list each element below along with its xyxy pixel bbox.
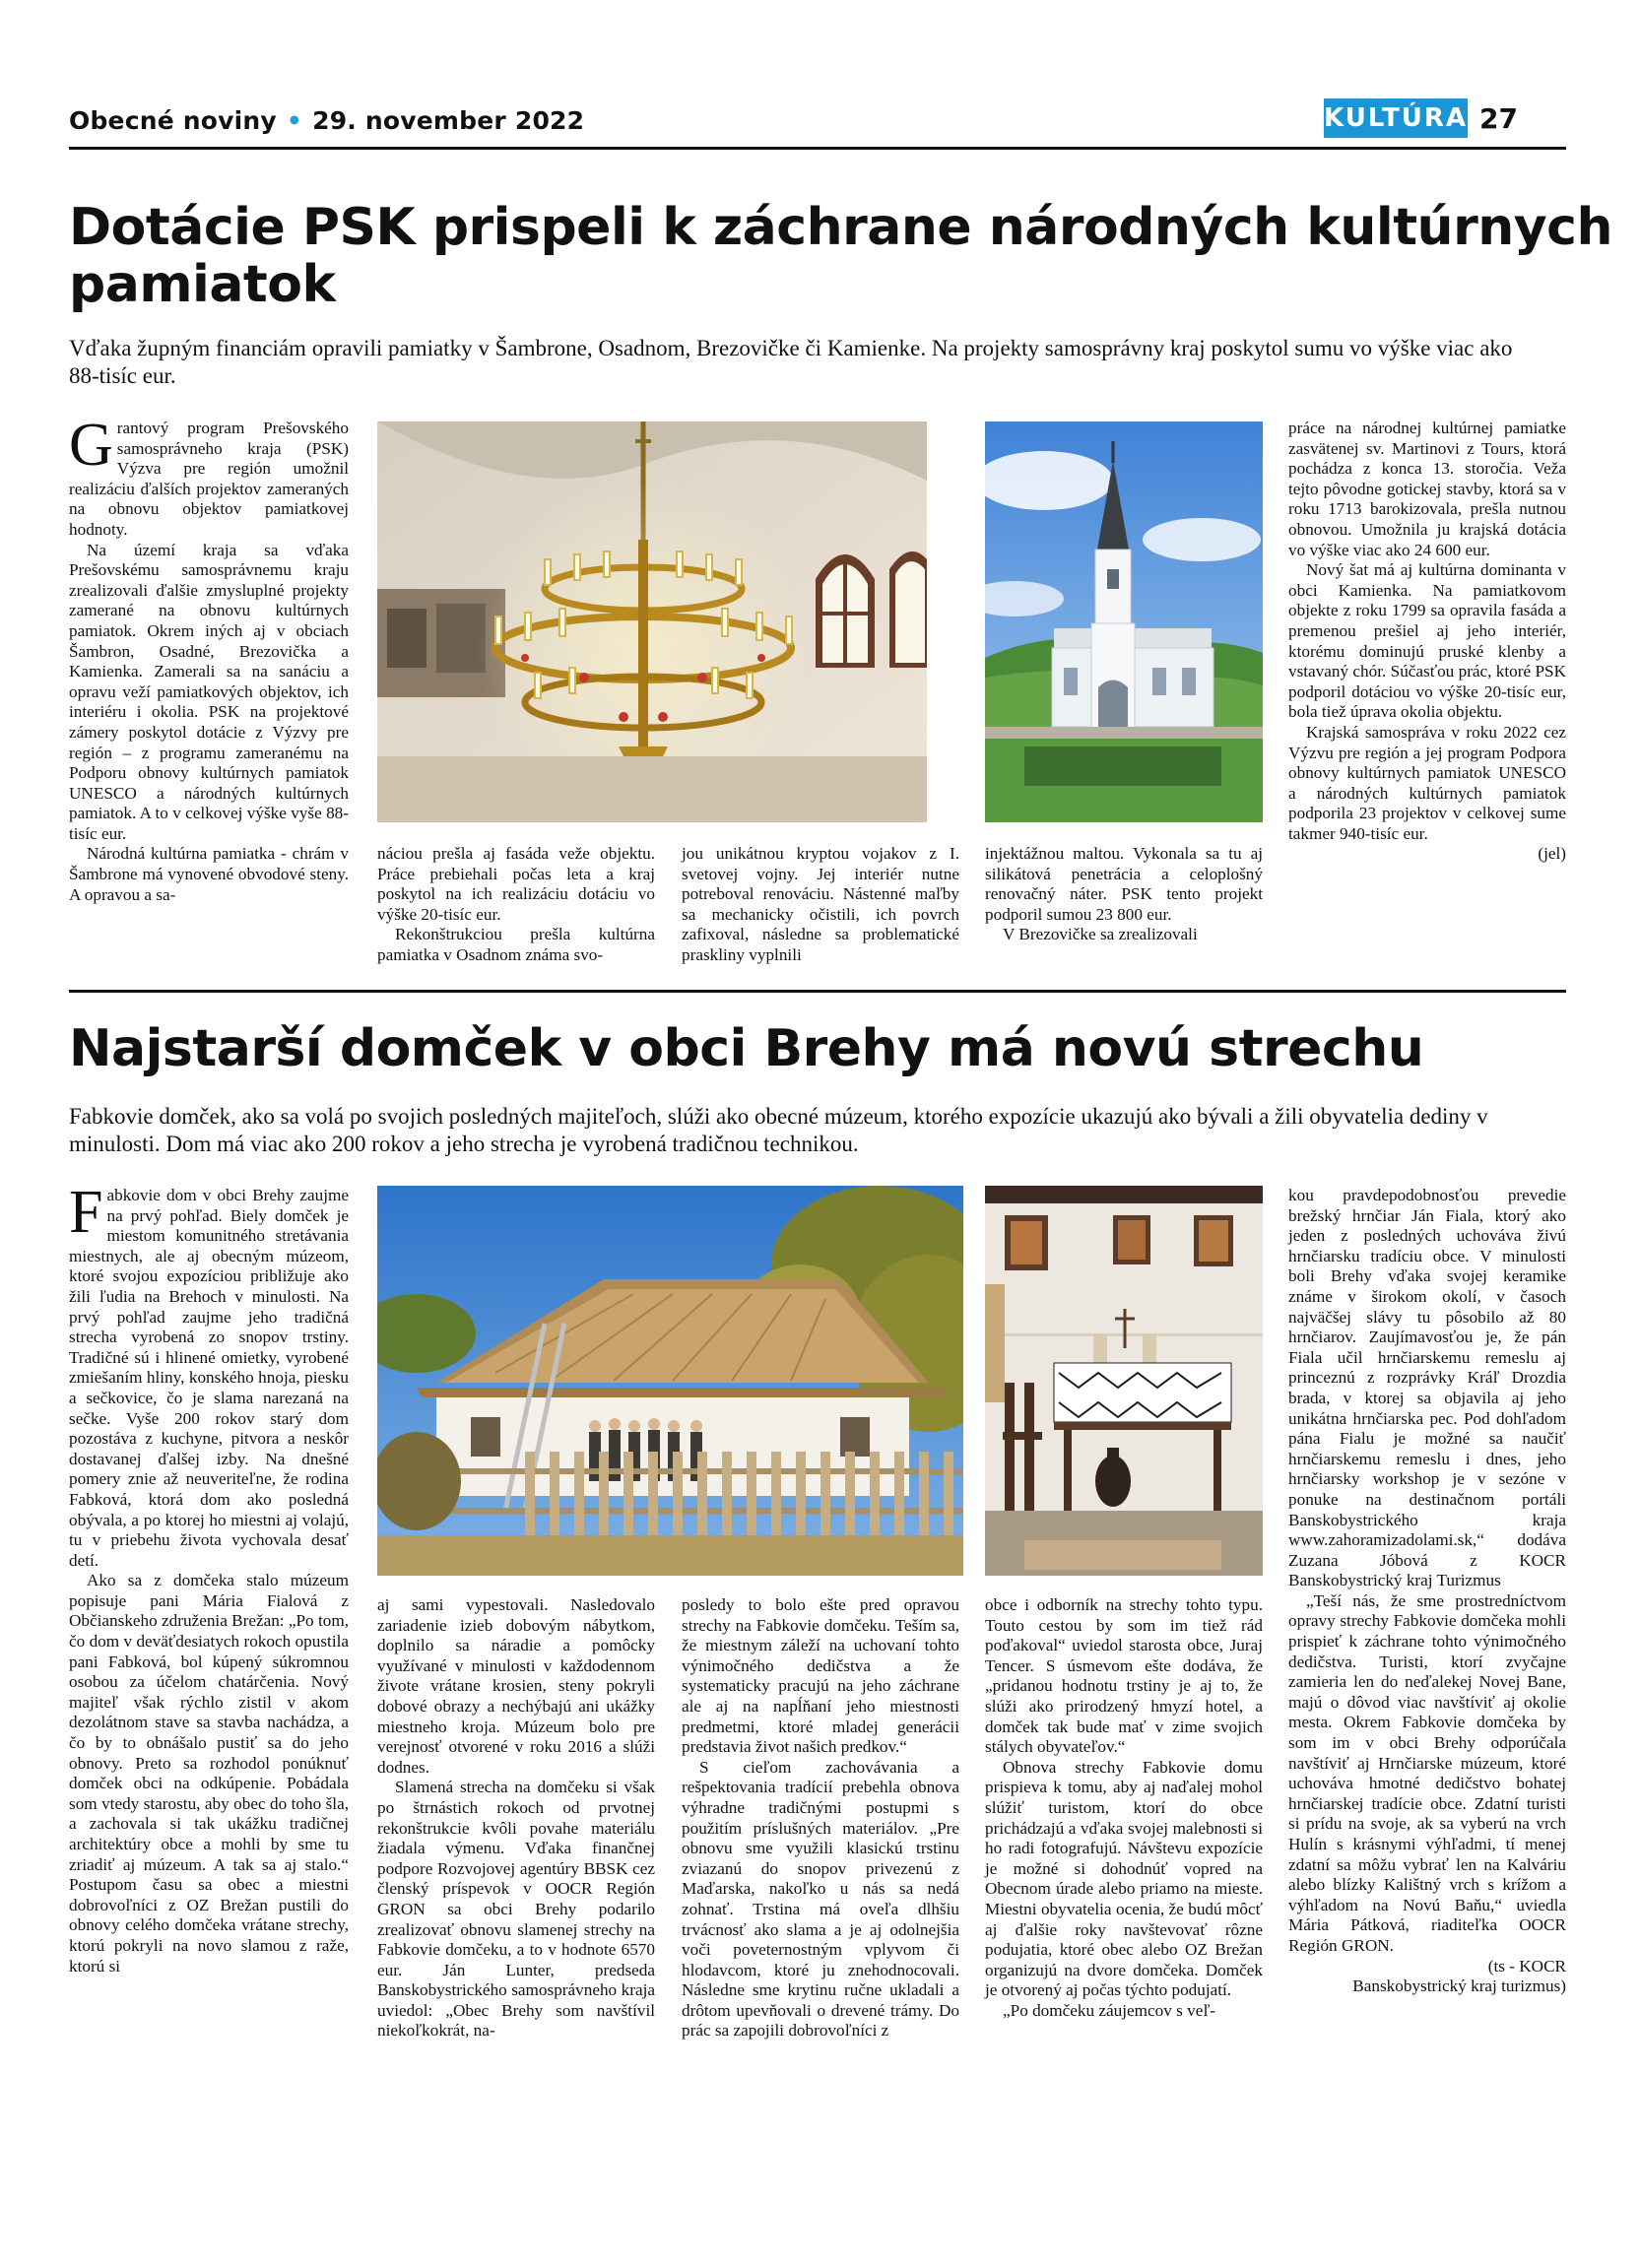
paragraph: jou unikátnou kryptou vojakov z I. svetovej vojny. Jej interiér nutne potreboval renováciu. Nástenné maľby sa mechanicky očistili, ich povrch zafixoval, následne sa problematické praskliny vyplnili: [682, 844, 959, 964]
article2-headline: Najstarší domček v obci Brehy má novú strechu: [69, 1019, 1424, 1078]
paragraph: Rekonštrukciou prešla kultúrna pamiatka v Osadnom známa svo-: [377, 925, 655, 964]
article1-headline: [69, 199, 1612, 313]
running-header: [69, 106, 584, 135]
paragraph: „Po domčeku záujemcov s veľ-: [1003, 2000, 1216, 2020]
paragraph: Ako sa z domčeka stalo múzeum popisuje pani Mária Fialová z Občianskeho združenia Brežan: „Po tom, čo dom v deväťdesiatych rokoch opustila pani Fabková, bol kúpený súkromnou osobou za účelom chatárčenia. Nový majiteľ však rýchlo zistil v akom dezolátnom stave sa stavba nachádza, a čo by to obnášalo pustiť sa do jeho obnovy. Preto sa rozhodol ponúknuť domček obci na odkúpenie. Pobádala som vtedy starostu, aby obec do toho šla, a zachovala si tak ukážku tradičnej architektúry obce a mohli by sme tu zriadiť aj múzeum. A tak sa aj stalo.“ Postupom času sa obec a miestni dobrovoľníci z OZ Brežan pustili do obnovy celého domčeka vrátane strechy, ktorú pokryli na novo slamou z raže, ktorú si: [69, 1571, 349, 1976]
drop-cap: F: [69, 1179, 103, 1246]
paper-name: Obecné noviny: [69, 106, 277, 135]
article1-column-3: [682, 844, 959, 966]
paragraph: Krajská samospráva v roku 2022 cez Výzvu pre región a jej program Podpora obnovy kultúrnych pamiatok UNESCO a národných kultúrnych pamiatok podporila 23 projektov v celkovej sume takmer 940-tisíc eur.: [1288, 722, 1566, 843]
paragraph: Slamená strecha na domčeku si však po štrnástich rokoch od prvotnej rekonštrukcie kvôli povahe materiálu žiadala výmenu. Vďaka finančnej podpore Rozvojovej agentúry BBSK cez členský príspevok v OOCR Región GRON sa obci Brehy podarilo zrealizovať obnovu slamenej strechy na Fabkovie domčeku, a to v hodnote 6570 eur. Ján Lunter, predseda Banskobystrického samosprávneho kraja uviedol: „Obec Brehy som navštívil niekoľkokrát, na-: [377, 1778, 655, 2041]
header-rule: [69, 147, 1566, 150]
article1-column-5: [1288, 419, 1566, 865]
headline-line: Dotácie PSK prispeli k záchrane národných kultúrnych: [69, 198, 1612, 257]
article2-column-3: [682, 1595, 959, 2041]
paragraph: Na území kraja sa vďaka Prešovskému samosprávnemu kraju zrealizovali ďalšie zmysluplné projekty zamerané na obnovu kultúrnych pamiatok. Okrem iných aj v obciach Šambron, Osadné, Brezovička a Kamienka. Zamerali sa na sanáciu a opravu veží pamiatkových objektov, ich interiéru i okolia. PSK na projektové zámery poskytol dotácie z Výzvy pre región – z programu zameranému na Podporu obnovy kultúrnych pamiatok UNESCO a národných kultúrnych pamiatok. A to v celkovej výške vyše 88-tisíc eur.: [69, 540, 349, 843]
paragraph: „Teší nás, že sme prostredníctvom opravy strechy Fabkovie domčeka mohli prispieť k záchrane tohto výnimočného dedičstva. Turisti, ktorí zvyčajne zamieria len do neďalekej Novej Bane, majú o dôvod viac navštíviť aj okolie mesta. Okrem Fabkovie domčeka by som im v obci Brehy odporúčala navštíviť aj Hrnčiarske múzeum, ktoré uchováva hmotné dedičstvo bohatej hrnčiarskej tradície obce. Zdatní turisti si prídu na svoje, ak sa vyberú na vrch Hulín s krásnymi výhľadmi, tí menej zdatní sa môžu vybrať len na Kalváriu alebo blízky Kalištný vrch s krížom a výhľadom na Novú Baňu,“ uviedla Mária Pátková, riaditeľka OOCR Región GRON.: [1288, 1590, 1566, 1955]
article1-column-4: [985, 844, 1263, 945]
paragraph: posledy to bolo ešte pred opravou strechy na Fabkovie domčeku. Teším sa, že miestnym záleží na uchovaní tohto výnimočného dedičstva a že systematicky pracujú na jeho záchrane ale aj na napĺňaní jeho miestnosti predmetmi, ktoré mladej generácii predstavia život našich predkov.“: [682, 1595, 959, 1757]
headline-line: pamiatok: [69, 255, 336, 314]
paragraph: V Brezovičke sa zrealizovali: [1003, 925, 1198, 944]
paragraph: aj sami vypestovali. Nasledovalo zariadenie izieb dobovým nábytkom, doplnilo sa náradie a pomôcky využívané v minulosti v každodennom živote vrátane krosien, steny pokryli dobové obrazy a nechýbajú ani ukážky miestneho kroja. Múzeum bolo pre verejnosť otvorené v roku 2016 a slúži dodnes.: [377, 1595, 655, 1777]
article1-lead: Vďaka župným financiám opravili pamiatky v Šambrone, Osadnom, Brezovičke či Kamienke. Na projekty samosprávny kraj poskytol sumu vo výške viac ako 88-tisíc eur.: [69, 336, 1513, 388]
article2-column-5: [1288, 1186, 1566, 1997]
paragraph: Nový šat má aj kultúrna dominanta v obci Kamienka. Na pamiatkovom objekte z roku 1799 sa opravila fasáda a premenou prešiel aj jeho interiér, ktorému dominujú pruské klenby a vstavaný chór. Súčasťou prác, ktoré PSK podporil dotáciou vo výške 20-tisíc eur, bola tiež úprava okolia objektu.: [1288, 560, 1566, 722]
article-separator-rule: [69, 990, 1566, 993]
author-signature: (ts - KOCR: [1487, 1956, 1566, 1976]
drop-cap: G: [69, 412, 113, 479]
paragraph: Národná kultúrna pamiatka - chrám v Šambrone má vynovené obvodové steny. A opravou a sa-: [69, 844, 349, 904]
church-tower-photo: [985, 421, 1263, 822]
page-number: 27: [1479, 102, 1518, 135]
paragraph: kou pravdepodobnosťou prevedie brežský hrnčiar Ján Fiala, ktorý ako jeden z posledných uchováva živú hrnčiarsku tradíciu obce. V minulosti boli Brehy vďaka svojej keramike známe v širokom okolí, v časoch najväčšej slávy tu pôsobilo až 80 hrnčiarov. Zaujímavosťou je, že pán Fiala učil hrnčiarskemu remeslu aj princeznú z rozprávky Kráľ Drozdia brada, v ktorej sa objavila aj jeho unikátna hrnčiarska pec. Pod dohľadom pána Fialu je možné sa naučiť hrnčiarskemu remeslu i dnes, jeho hrnčiarsky workshop je v sezóne v ponuke na destinačnom portáli Banskobystrického kraja www.zahoramizadolami.sk,“ dodáva Zuzana Jóbová z KOCR Banskobystrický kraj Turizmus: [1288, 1186, 1566, 1590]
bullet-dot-icon: •: [286, 106, 303, 135]
issue-date: 29. november 2022: [312, 106, 585, 135]
paragraph: náciou prešla aj fasáda veže objektu. Práce prebiehali počas leta a kraj poskytol na ich realizáciu dotáciu vo výške 20-tisíc eur.: [377, 844, 655, 924]
article2-column-1: [69, 1179, 349, 1976]
paragraph: injektážnou maltou. Vykonala sa tu aj silikátová penetrácia a celoplošný renovačný náter. PSK tento projekt podporil sumou 23 800 eur.: [985, 844, 1263, 924]
paragraph: práce na národnej kultúrnej pamiatke zasvätenej sv. Martinovi z Tours, ktorá pochádza z konca 13. storočia. Veža tejto pôvodne gotickej stavby, ktorá sa v roku 1713 barokizovala, prešla nutnou obnovou. Umožnila ju krajská dotácia vo výške viac ako 24 600 eur.: [1288, 419, 1566, 559]
section-tag: KULTÚRA: [1324, 98, 1468, 138]
museum-interior-photo: [985, 1186, 1263, 1576]
paragraph: abkovie dom v obci Brehy zaujme na prvý pohľad. Biely domček je miestom komunitného stretávania miestnych, ale aj obecným múzeom, ktoré svojou expozíciou približuje ako žili ľudia na Brehoch v minulosti. Na prvý pohľad zaujme jeho tradičná strecha vyrobená zo snopov trstiny. Tradičné sú i hlinené omietky, vyrobené zmiešaním hliny, konského hnoja, piesku a sečkovice, čo je slama narezaná na sečke. Vyše 200 rokov starý dom pozostáva z kuchyne, pitvora a neskôr dostavanej ďalšej izby. Na dnešné pomery znie až neuveriteľne, že rodina Fabková, ktorá dom ako posledná obývala, a po ktorej ho miestni aj volajú, tu v priebehu života vychovala desať detí.: [69, 1186, 349, 1570]
article2-column-4: [985, 1595, 1263, 2021]
paragraph: S cieľom zachovávania a rešpektovania tradícií prebehla obnova výhradne tradičnými postupmi s použitím príslušných materiálov. „Pre obnovu sme využili klasickú trstinu zviazanú do snopov privezenú z Maďarska, nakoľko u nás sa nedá zohnať. Trstina má oveľa dlhšiu trvácnosť ako slama a je aj odolnejšia voči poveternostným vplyvom či hlodavcom, ktoré ju znehodnocovali. Následne sme krytinu ručne ukladali a drôtom upevňovali o drevené trámy. Do prác sa zapojili dobrovoľníci z: [682, 1757, 959, 2041]
author-signature: (jel): [1538, 844, 1566, 864]
paragraph: obce i odborník na strechy tohto typu. Touto cestou by som im tiež rád poďakoval“ uviedol starosta obce, Juraj Tencer. S úsmevom ešte dodáva, že „pridanou hodnotu trstiny je aj to, že slúži ako prirodzený hmyzí hotel, a domček tak bude mať v zime svojich stálych obyvateľov.“: [985, 1595, 1263, 1757]
article1-column-1: [69, 412, 349, 905]
thatched-house-photo: [377, 1186, 963, 1576]
author-signature: Banskobystrický kraj turizmus): [1352, 1976, 1566, 1996]
article2-column-2: [377, 1595, 655, 2041]
paragraph: rantový program Prešovského samosprávneho kraja (PSK) Výzva pre región umožnil realizáciu ďalších projektov zameraných na obnovu objektov pamiatkovej hodnoty.: [69, 419, 349, 539]
article2-lead: Fabkovie domček, ako sa volá po svojich posledných majiteľoch, slúži ako obecné múzeum, ktorého expozície ukazujú ako bývali a žili obyvatelia dediny v minulosti. Dom má viac ako 200 rokov a jeho strecha je vyrobená tradičnou technikou.: [69, 1104, 1488, 1156]
chandelier-interior-photo: [377, 421, 927, 822]
paragraph: Obnova strechy Fabkovie domu prispieva k tomu, aby aj naďalej mohol slúžiť turistom, ktorí do obce prichádzajú a vďaka svojej malebnosti si ho radi fotografujú. Návštevu expozície je možné si dohodnúť vopred na Obecnom úrade alebo priamo na mieste. Miestni obyvatelia ocenia, že budú môcť aj ďalšie roky navštevovať rôzne podujatia, ktoré obec alebo OZ Brežan organizujú na dvore domčeka. Domček je otvorený aj počas týchto podujatí.: [985, 1757, 1263, 2000]
article1-column-2: [377, 844, 655, 966]
